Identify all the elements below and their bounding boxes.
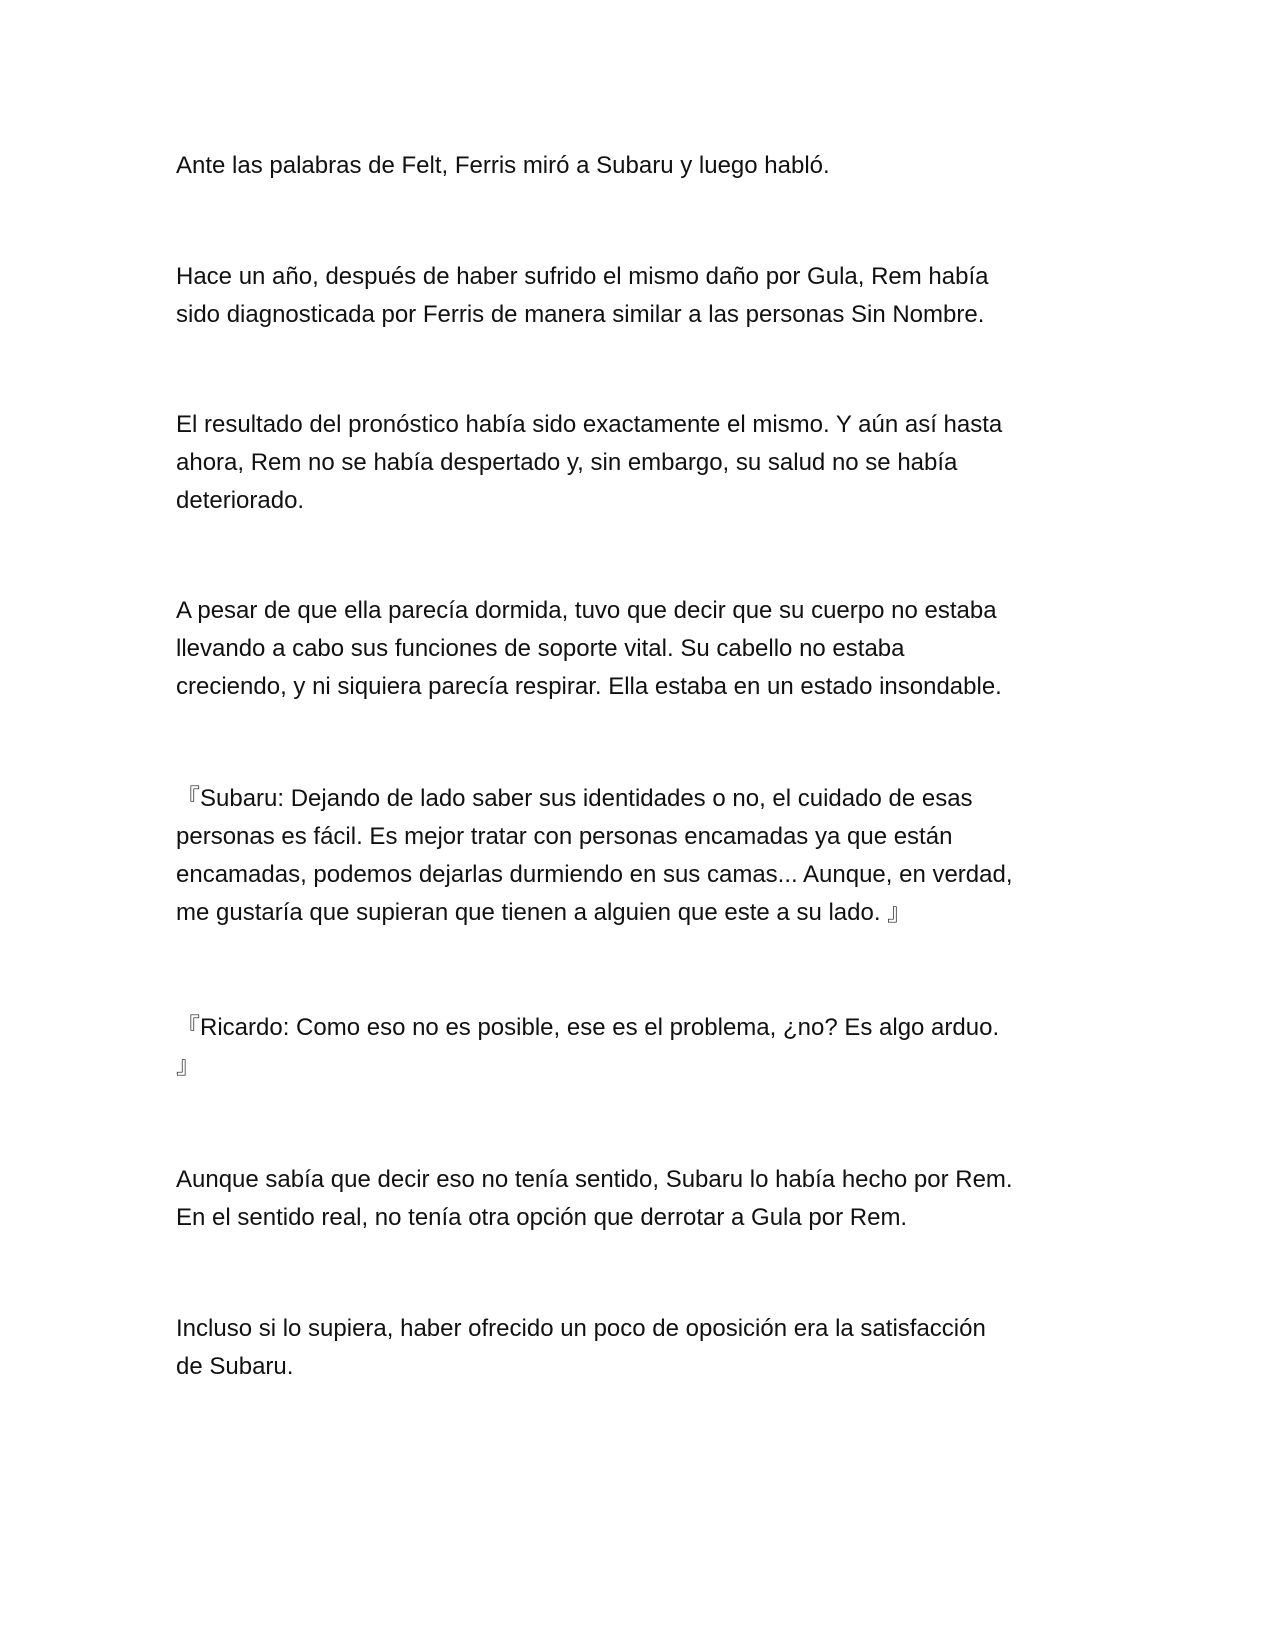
paragraph-1: Ante las palabras de Felt, Ferris miró a Subaru y luego habló. bbox=[176, 152, 830, 179]
paragraph-3: El resultado del pronóstico había sido exactamente el mismo. Y aún así hasta ahora, Rem no se había despertado y, sin embargo, su salud no se había deteriorado. bbox=[176, 411, 1003, 514]
paragraph-7: Aunque sabía que decir eso no tenía sentido, Subaru lo había hecho por Rem. En el sentido real, no tenía otra opción que derrotar a Gula por Rem. bbox=[176, 1166, 1013, 1231]
paragraph-2: Hace un año, después de haber sufrido el mismo daño por Gula, Rem había sido diagnosticada por Ferris de manera similar a las personas Sin Nombre. bbox=[176, 263, 989, 328]
dialogue-ricardo: 『Ricardo: Como eso no es posible, ese es el problema, ¿no? Es algo arduo. 』 bbox=[176, 1014, 1000, 1079]
paragraph-8: Incluso si lo supiera, haber ofrecido un poco de oposición era la satisfacción de Subaru. bbox=[176, 1315, 986, 1380]
dialogue-subaru: 『Subaru: Dejando de lado saber sus identidades o no, el cuidado de esas personas es fácil. Es mejor tratar con personas encamadas ya que están encamadas, podemos dejarlas durmiendo en sus camas... Aunque, en verdad, me gustaría que supieran que tienen a alguien que este a su lado. 』 bbox=[176, 785, 1013, 926]
paragraph-4: A pesar de que ella parecía dormida, tuvo que decir que su cuerpo no estaba llevando a cabo sus funciones de soporte vital. Su cabello no estaba creciendo, y ni siquiera parecía respirar. Ella estaba en un estado insondable. bbox=[176, 597, 1002, 700]
